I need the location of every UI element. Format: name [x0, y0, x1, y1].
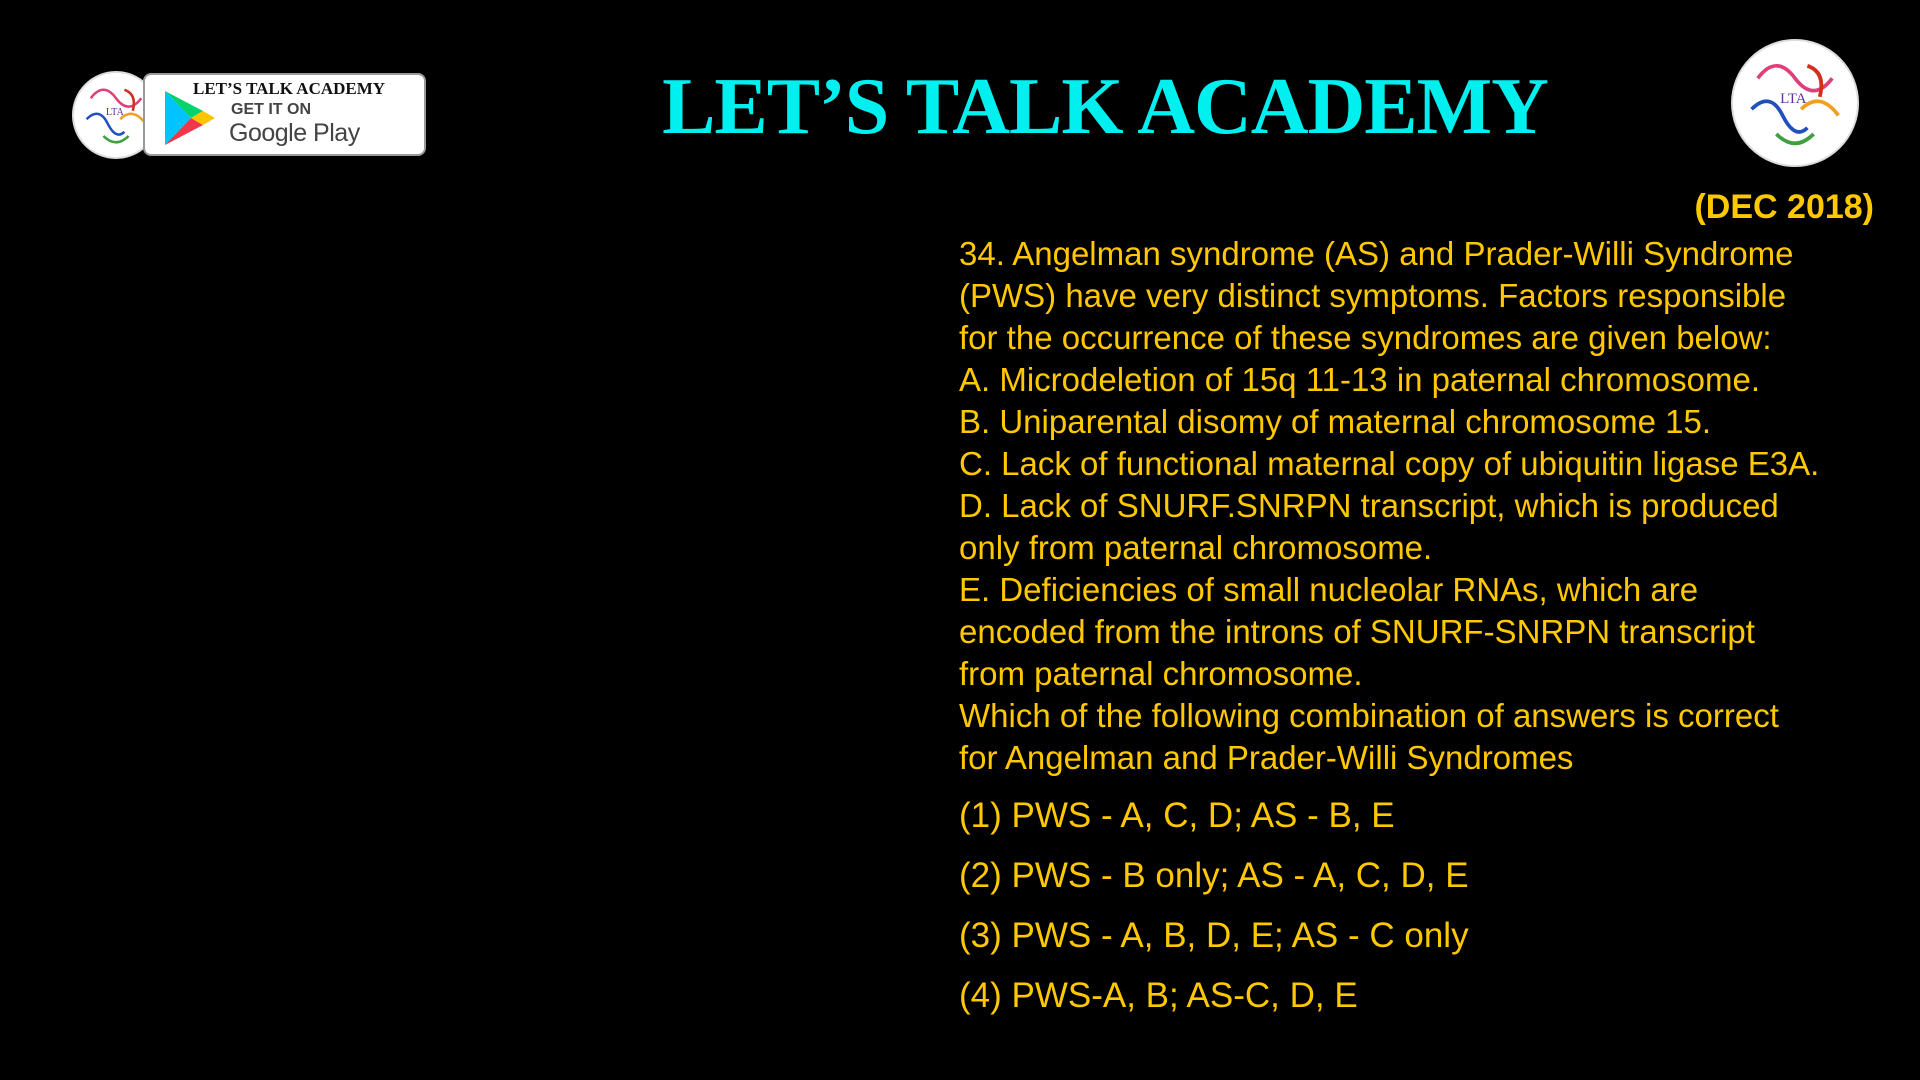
question-line: 34. Angelman syndrome (AS) and Prader-Willi Syndrome	[959, 235, 1794, 272]
question-prompt: Which of the following combination of answers is correct	[959, 697, 1779, 734]
statement-c: C. Lack of functional maternal copy of ubiquitin ligase E3A.	[959, 445, 1820, 482]
question-text	[959, 233, 1819, 779]
statement-b: B. Uniparental disomy of maternal chromosome 15.	[959, 403, 1712, 440]
google-play-icon	[163, 89, 217, 147]
statement-e-cont: encoded from the introns of SNURF-SNRPN transcript	[959, 613, 1755, 650]
option-1[interactable]: (1) PWS - A, C, D; AS - B, E	[959, 796, 1395, 835]
protein-logo-icon	[1733, 41, 1857, 165]
statement-d: D. Lack of SNURF.SNRPN transcript, which is produced	[959, 487, 1779, 524]
academy-logo-right	[1731, 39, 1859, 167]
google-play-badge[interactable]	[143, 73, 426, 156]
badge-get-it-on: GET IT ON	[231, 101, 311, 118]
page-title: LET’S TALK ACADEMY	[662, 63, 1548, 151]
badge-google-play: Google Play	[229, 119, 360, 147]
option-2[interactable]: (2) PWS - B only; AS - A, C, D, E	[959, 856, 1469, 895]
question-prompt: for Angelman and Prader-Willi Syndromes	[959, 739, 1574, 776]
statement-d-cont: only from paternal chromosome.	[959, 529, 1433, 566]
svg-text:LTA: LTA	[105, 107, 124, 118]
statement-e-cont: from paternal chromosome.	[959, 655, 1363, 692]
option-3[interactable]: (3) PWS - A, B, D, E; AS - C only	[959, 916, 1469, 955]
question-line: for the occurrence of these syndromes are given below:	[959, 319, 1772, 356]
svg-text:LTA: LTA	[1780, 91, 1807, 107]
exam-year: (DEC 2018)	[1694, 188, 1874, 226]
answer-options	[959, 786, 1469, 1026]
badge-brand: LET’S TALK ACADEMY	[193, 79, 386, 98]
option-4[interactable]: (4) PWS-A, B; AS-C, D, E	[959, 976, 1358, 1015]
statement-a: A. Microdeletion of 15q 11-13 in paternal chromosome.	[959, 361, 1760, 398]
statement-e: E. Deficiencies of small nucleolar RNAs, which are	[959, 571, 1699, 608]
question-line: (PWS) have very distinct symptoms. Factors responsible	[959, 277, 1787, 314]
